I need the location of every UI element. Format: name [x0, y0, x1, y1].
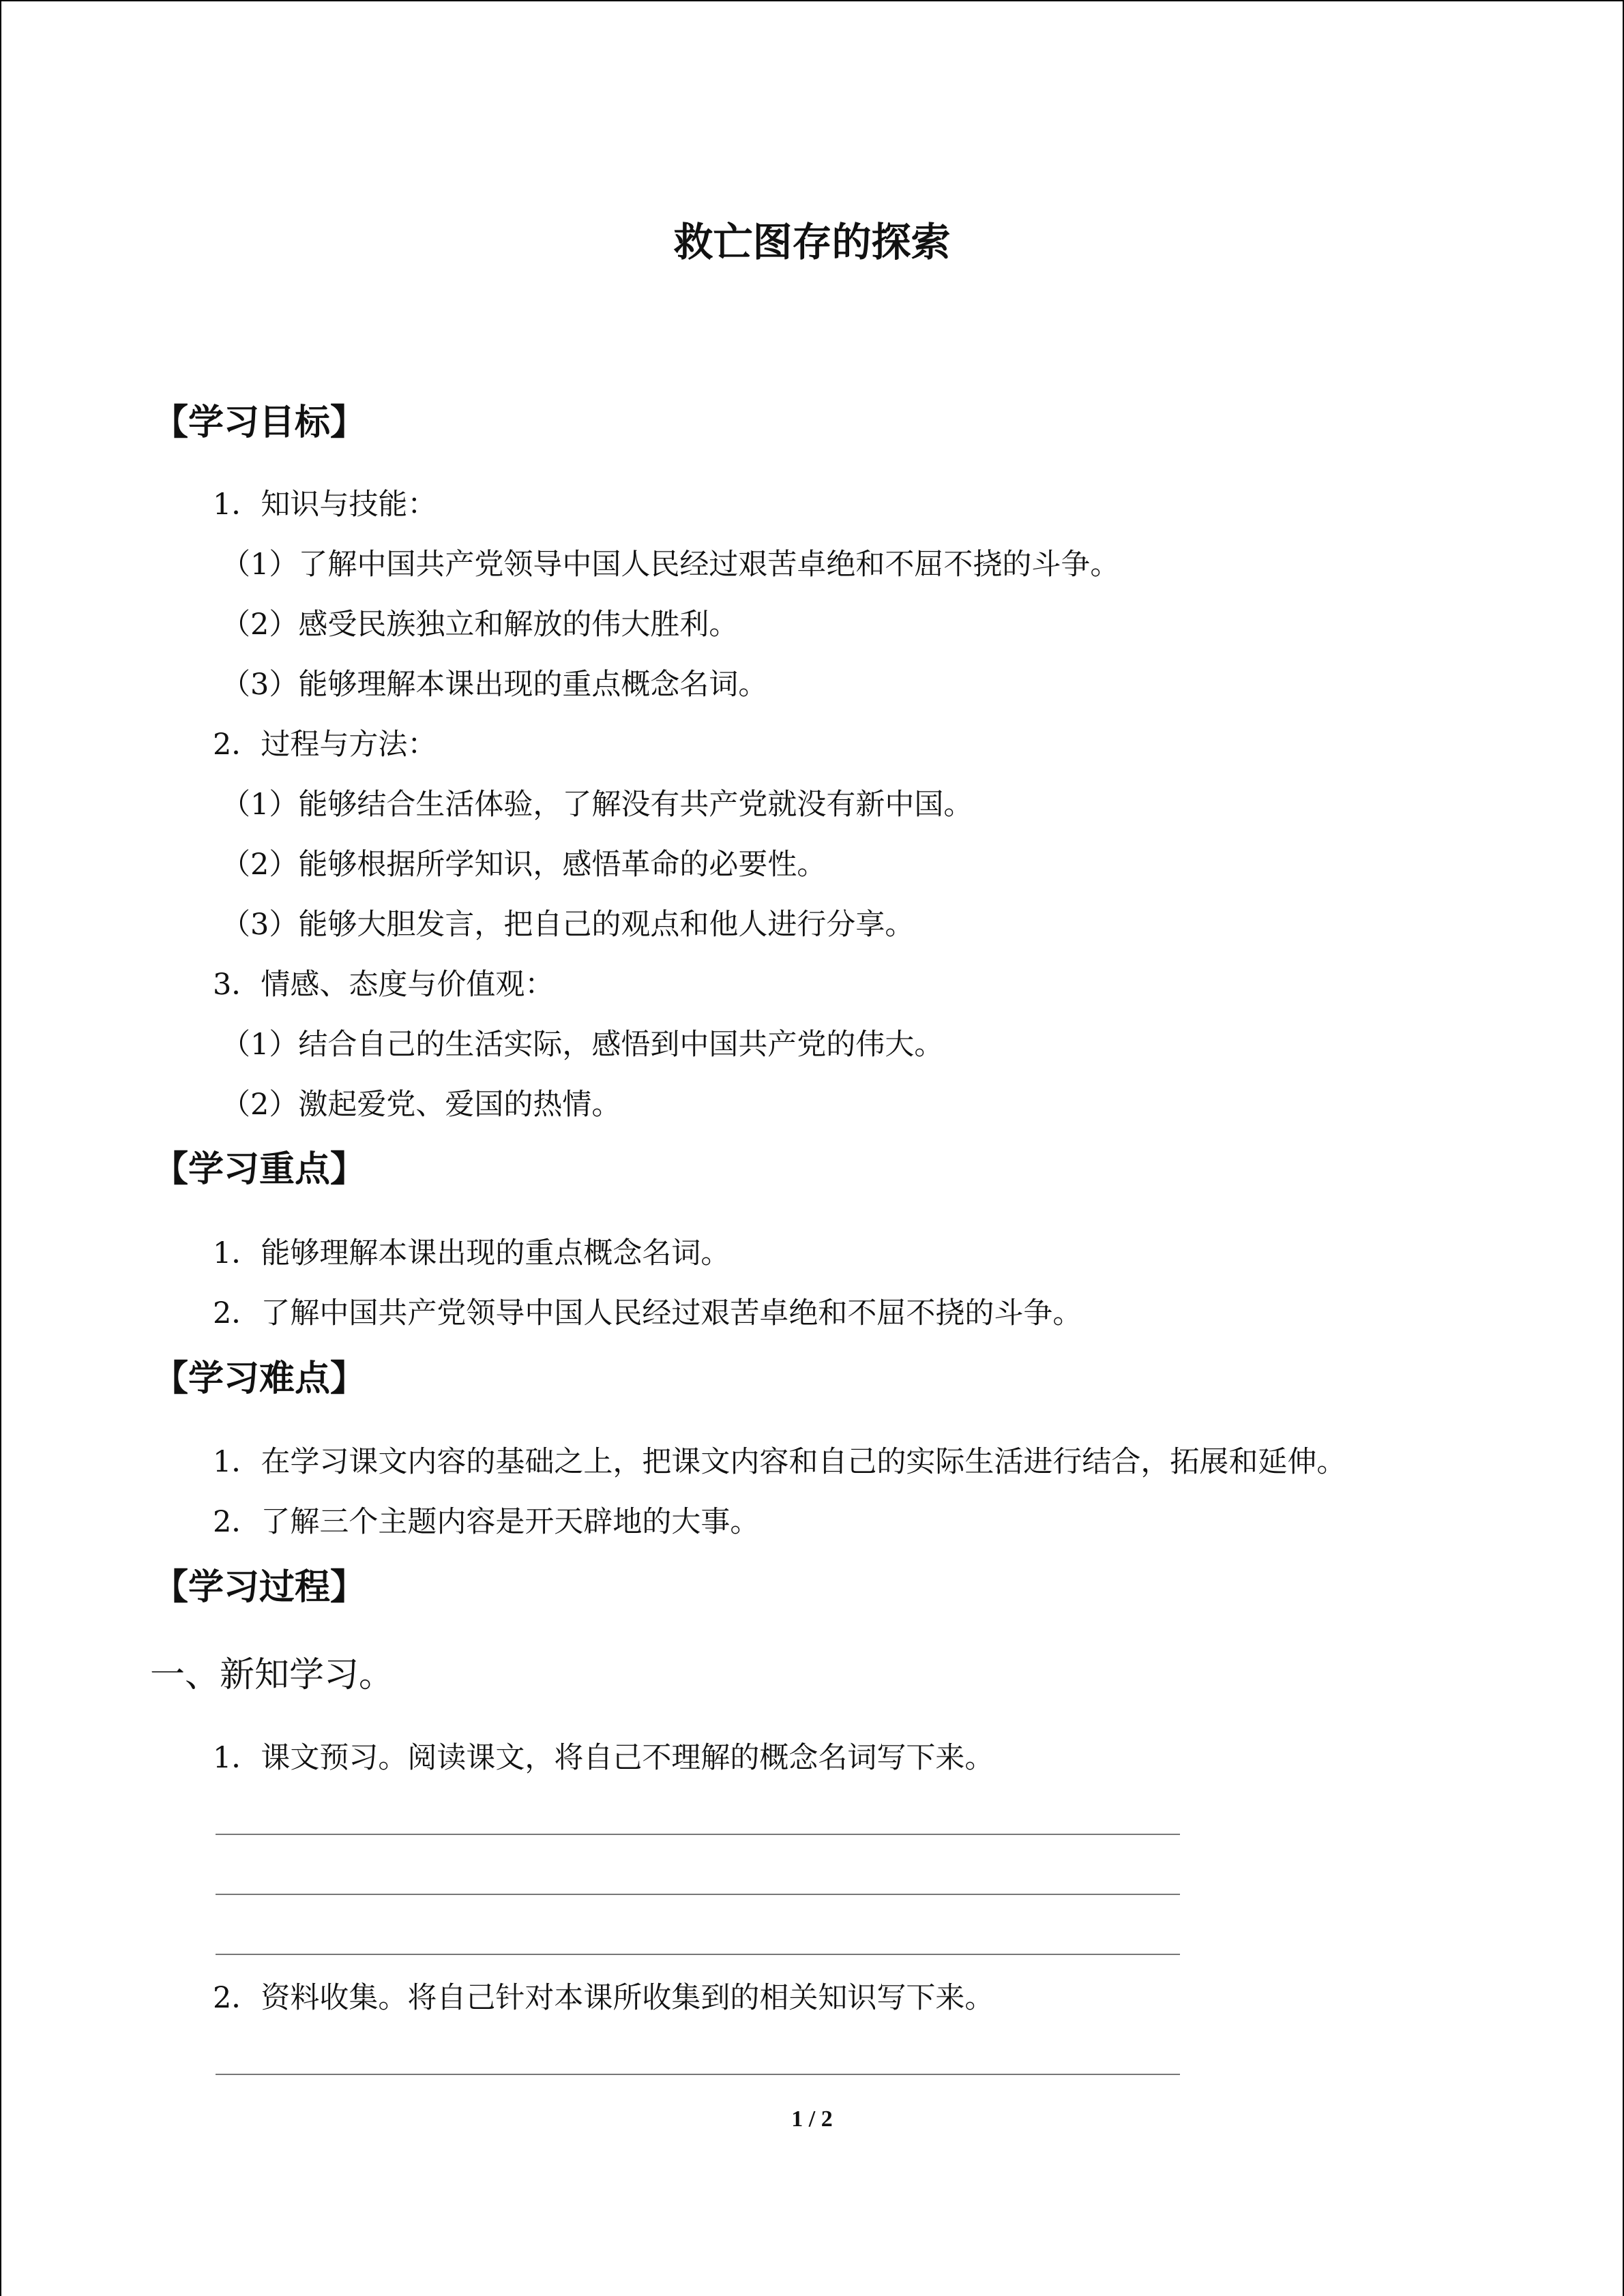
- answer-blank-line[interactable]: [216, 2074, 1180, 2075]
- objective-line: （3）能够理解本课出现的重点概念名词。: [221, 668, 768, 702]
- answer-blank-line[interactable]: [216, 1834, 1180, 1835]
- objective-line: （1）能够结合生活体验，了解没有共产党就没有新中国。: [221, 788, 973, 822]
- objective-line: （3）能够大胆发言，把自己的观点和他人进行分享。: [221, 908, 915, 942]
- page-title: 救亡图存的探索: [673, 219, 951, 265]
- objective-line: （1）结合自己的生活实际，感悟到中国共产党的伟大。: [221, 1028, 944, 1062]
- difficulty-line: 2．了解三个主题内容是开天辟地的大事。: [213, 1505, 760, 1539]
- key-point-line: 1．能够理解本课出现的重点概念名词。: [213, 1236, 730, 1270]
- part-title: 一、新知学习。: [150, 1655, 394, 1695]
- objective-line: （2）激起爱党、爱国的热情。: [221, 1088, 621, 1122]
- key-point-line: 2．了解中国共产党领导中国人民经过艰苦卓绝和不屈不挠的斗争。: [213, 1296, 1082, 1330]
- objective-line: （2）能够根据所学知识，感悟革命的必要性。: [221, 848, 827, 882]
- heading-key-points: 【学习重点】: [153, 1149, 366, 1190]
- heading-difficulties: 【学习难点】: [153, 1358, 366, 1399]
- objective-line: 3．情感、态度与价值观：: [213, 968, 555, 1002]
- difficulty-line: 1．在学习课文内容的基础之上，把课文内容和自己的实际生活进行结合，拓展和延伸。: [213, 1445, 1346, 1479]
- objective-line: （2）感受民族独立和解放的伟大胜利。: [221, 608, 739, 642]
- objective-line: 2．过程与方法：: [213, 728, 437, 762]
- heading-objectives: 【学习目标】: [153, 402, 366, 443]
- answer-blank-line[interactable]: [216, 1954, 1180, 1955]
- objective-line: 1．知识与技能：: [213, 488, 437, 522]
- objective-line: （1）了解中国共产党领导中国人民经过艰苦卓绝和不屈不挠的斗争。: [221, 548, 1120, 582]
- answer-blank-line[interactable]: [216, 1894, 1180, 1895]
- page-number: 1 / 2: [791, 2106, 833, 2132]
- heading-process: 【学习过程】: [153, 1567, 366, 1608]
- task-line: 1．课文预习。阅读课文，将自己不理解的概念名词写下来。: [213, 1741, 994, 1775]
- task-line: 2．资料收集。将自己针对本课所收集到的相关知识写下来。: [213, 1981, 994, 2015]
